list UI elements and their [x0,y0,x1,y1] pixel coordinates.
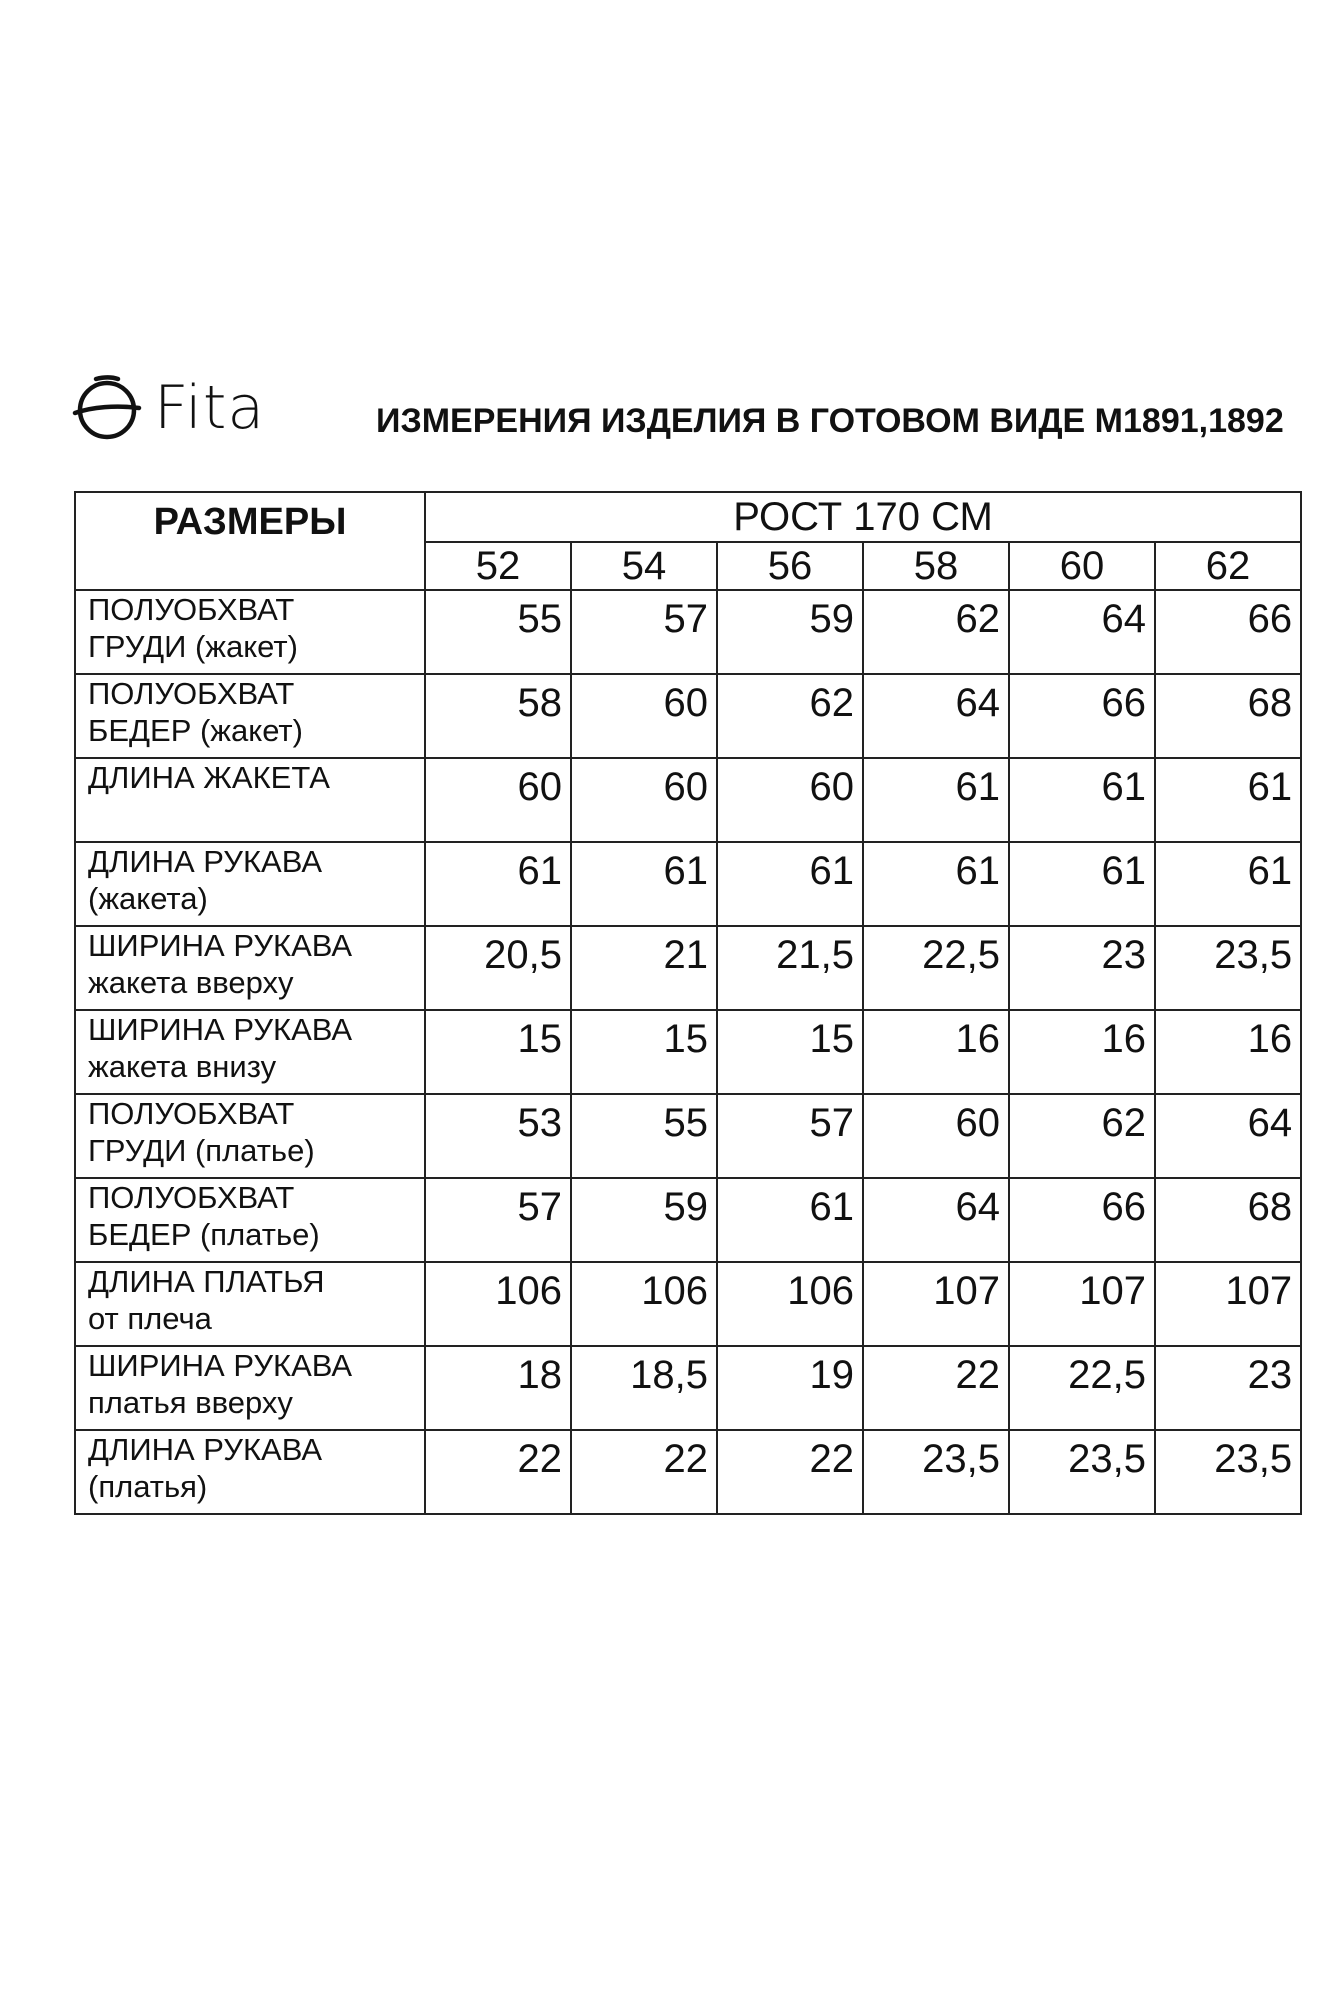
measurement-value: 57 [571,590,717,674]
measurement-label-line: ГРУДИ (платье) [88,1133,315,1168]
measurement-label [75,1094,425,1178]
measurement-value: 61 [1155,842,1301,926]
document-title: ИЗМЕРЕНИЯ ИЗДЕЛИЯ В ГОТОВОМ ВИДЕ М1891,1892 [376,402,1284,440]
measurement-value: 107 [863,1262,1009,1346]
measurement-value: 53 [425,1094,571,1178]
brand-logo [72,368,265,448]
measurement-value: 15 [425,1010,571,1094]
measurement-label [75,1178,425,1262]
measurement-label-line: ШИРИНА РУКАВА [88,1348,353,1383]
size-header-cell: 58 [863,542,1009,590]
measurement-label-line: (жакета) [88,881,208,916]
measurement-label-line: от плеча [88,1301,212,1336]
measurement-value: 68 [1155,674,1301,758]
measurement-label [75,674,425,758]
measurement-value: 106 [571,1262,717,1346]
measurement-value: 61 [717,1178,863,1262]
table-row [75,1430,1301,1514]
measurement-value: 62 [717,674,863,758]
measurement-value: 22 [425,1430,571,1514]
measurement-value: 61 [1155,758,1301,842]
measurement-label-line: БЕДЕР (жакет) [88,713,303,748]
table-row [75,1010,1301,1094]
measurement-label [75,1346,425,1430]
measurement-value: 61 [863,842,1009,926]
measurement-value: 18 [425,1346,571,1430]
measurement-label-line: жакета вверху [88,965,294,1000]
measurement-value: 22,5 [1009,1346,1155,1430]
measurement-value: 61 [1009,842,1155,926]
measurement-label-line: (платья) [88,1469,208,1504]
measurement-value: 64 [1155,1094,1301,1178]
measurement-value: 61 [717,842,863,926]
measurement-value: 66 [1155,590,1301,674]
measurement-label-line: БЕДЕР (платье) [88,1217,320,1252]
measurement-value: 66 [1009,1178,1155,1262]
measurement-label [75,1430,425,1514]
measurement-value: 68 [1155,1178,1301,1262]
measurement-value: 22 [571,1430,717,1514]
measurement-label-line: ПОЛУОБХВАТ [88,1180,295,1215]
header-row-top [75,492,1301,542]
measurement-label-line: ШИРИНА РУКАВА [88,928,353,963]
measurement-value: 18,5 [571,1346,717,1430]
table-row [75,758,1301,842]
measurement-label-line: ДЛИНА РУКАВА [88,1432,323,1467]
measurement-value: 57 [717,1094,863,1178]
measurement-label [75,590,425,674]
measurement-value: 23,5 [863,1430,1009,1514]
measurement-label-line: ДЛИНА РУКАВА [88,844,323,879]
measurement-value: 55 [425,590,571,674]
measurement-label [75,1010,425,1094]
size-header-cell: 52 [425,542,571,590]
table-row [75,1262,1301,1346]
size-header-cell: 56 [717,542,863,590]
measurement-label [75,1262,425,1346]
table-row [75,1346,1301,1430]
measurement-label-line: ПОЛУОБХВАТ [88,592,295,627]
measurement-value: 16 [1009,1010,1155,1094]
table-row [75,590,1301,674]
measurement-value: 57 [425,1178,571,1262]
measurement-value: 61 [425,842,571,926]
size-header-cell: 60 [1009,542,1155,590]
measurement-value: 21,5 [717,926,863,1010]
table-row [75,674,1301,758]
measurement-value: 60 [571,758,717,842]
measurement-value: 62 [1009,1094,1155,1178]
measurement-label-line: ГРУДИ (жакет) [88,629,298,664]
measurement-value: 23 [1009,926,1155,1010]
measurement-value: 106 [425,1262,571,1346]
measurement-value: 20,5 [425,926,571,1010]
table-row [75,1094,1301,1178]
measurement-value: 15 [571,1010,717,1094]
measurement-value: 61 [571,842,717,926]
measurement-value: 60 [571,674,717,758]
measurement-value: 107 [1009,1262,1155,1346]
measurement-value: 62 [863,590,1009,674]
measurement-value: 16 [1155,1010,1301,1094]
measurement-value: 64 [1009,590,1155,674]
brand-name: Fita [154,373,266,443]
height-header: РОСТ 170 СМ [425,492,1301,542]
measurement-label-line: платья вверху [88,1385,293,1420]
measurement-label-line: ШИРИНА РУКАВА [88,1012,353,1047]
measurement-value: 61 [1009,758,1155,842]
sizes-label-header: РАЗМЕРЫ [75,492,425,590]
measurement-value: 59 [571,1178,717,1262]
measurement-label-line: ПОЛУОБХВАТ [88,1096,295,1131]
measurement-label [75,842,425,926]
measurement-value: 23,5 [1009,1430,1155,1514]
measurement-value: 107 [1155,1262,1301,1346]
measurement-value: 64 [863,674,1009,758]
measurement-value: 60 [717,758,863,842]
measurement-value: 60 [863,1094,1009,1178]
measurement-value: 59 [717,590,863,674]
fita-logo-icon [72,373,142,443]
measurement-value: 15 [717,1010,863,1094]
measurement-value: 23,5 [1155,926,1301,1010]
measurement-value: 23 [1155,1346,1301,1430]
measurement-value: 58 [425,674,571,758]
measurement-value: 23,5 [1155,1430,1301,1514]
measurement-value: 55 [571,1094,717,1178]
measurement-value: 22 [863,1346,1009,1430]
measurement-label-line [88,796,424,833]
measurement-label-line: ПОЛУОБХВАТ [88,676,295,711]
measurement-label-line: ДЛИНА ЖАКЕТА [88,760,330,795]
measurement-value: 21 [571,926,717,1010]
size-header-cell: 54 [571,542,717,590]
measurement-label [75,758,425,842]
measurement-value: 61 [863,758,1009,842]
measurement-label [75,926,425,1010]
measurement-value: 60 [425,758,571,842]
table-row [75,842,1301,926]
table-row [75,926,1301,1010]
measurement-value: 16 [863,1010,1009,1094]
measurement-value: 106 [717,1262,863,1346]
measurement-value: 64 [863,1178,1009,1262]
size-chart-table [74,491,1302,1515]
table-row [75,1178,1301,1262]
measurement-label-line: жакета внизу [88,1049,277,1084]
size-header-cell: 62 [1155,542,1301,590]
measurement-label-line: ДЛИНА ПЛАТЬЯ [88,1264,325,1299]
measurement-value: 22,5 [863,926,1009,1010]
measurement-value: 22 [717,1430,863,1514]
measurement-value: 19 [717,1346,863,1430]
measurement-value: 66 [1009,674,1155,758]
